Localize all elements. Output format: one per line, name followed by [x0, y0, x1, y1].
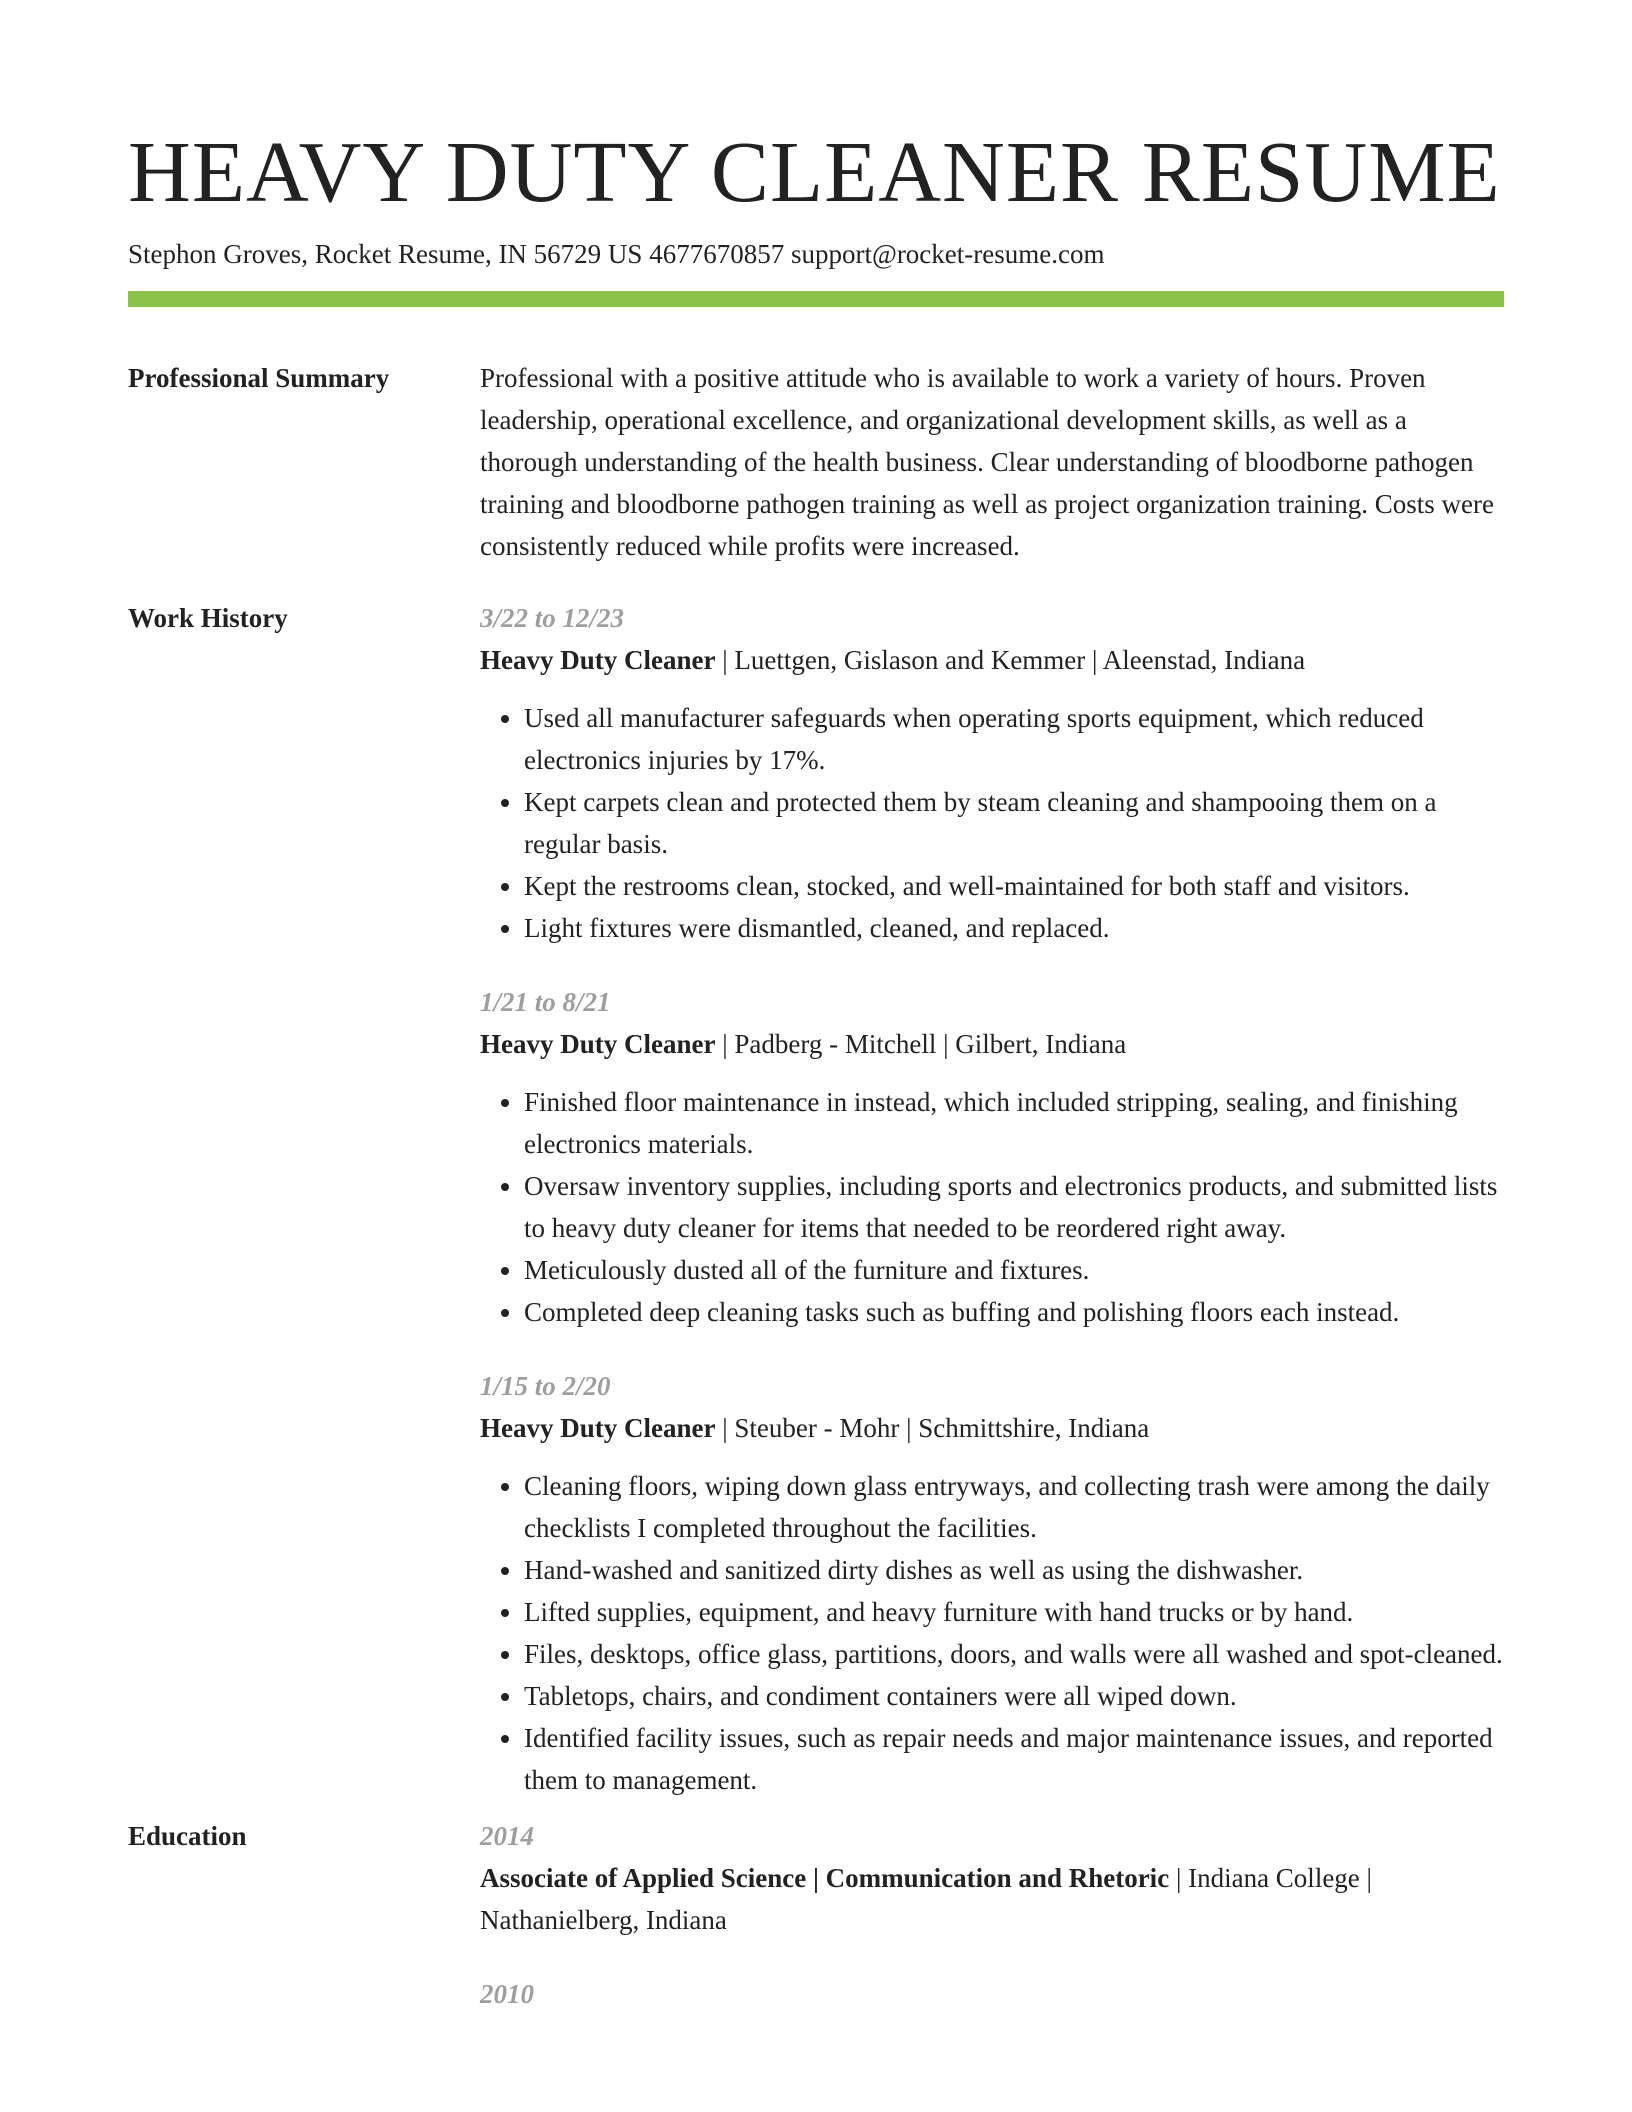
section-label-work-history: Work History — [128, 603, 288, 633]
job-heading — [480, 639, 1504, 681]
education-year: 2014 — [480, 1821, 534, 1851]
job-title: Heavy Duty Cleaner — [480, 1029, 716, 1059]
accent-rule — [128, 291, 1504, 307]
section-label-summary: Professional Summary — [128, 363, 390, 393]
education-heading — [480, 1857, 1504, 1941]
education-year: 2010 — [480, 1979, 534, 2009]
summary-section — [128, 357, 1504, 567]
job-dates: 1/15 to 2/20 — [480, 1371, 611, 1401]
job-heading — [480, 1023, 1504, 1065]
work-history-section — [128, 597, 1504, 1801]
job-bullet: • Lifted supplies, equipment, and heavy furniture with hand trucks or by hand. — [524, 1591, 1504, 1633]
job-bullet: • Kept carpets clean and protected them by steam cleaning and shampooing them on a regular basis. — [524, 781, 1504, 865]
job-bullet: • Completed deep cleaning tasks such as buffing and polishing floors each instead. — [524, 1291, 1504, 1333]
education-entry — [480, 1973, 1504, 2015]
education-section — [128, 1815, 1504, 2015]
job-bullet: • Light fixtures were dismantled, cleaned, and replaced. — [524, 907, 1504, 949]
job-title: Heavy Duty Cleaner — [480, 645, 716, 675]
education-entry — [480, 1815, 1504, 1941]
resume-title: HEAVY DUTY CLEANER RESUME — [128, 123, 1501, 220]
job-details: | Padberg - Mitchell | Gilbert, Indiana — [715, 1029, 1127, 1059]
job-entry — [480, 1365, 1504, 1801]
job-bullets — [480, 697, 1504, 949]
summary-text: Professional with a positive attitude who is available to work a variety of hours. Proven leadership, operational excellence, and organizational development skills, as well as a thorough understanding of the health business. Clear understanding of bloodborne pathogen training and bloodborne pathogen training as well as project organization training. Costs were consistently reduced while profits were increased. — [480, 363, 1494, 561]
job-bullets — [480, 1081, 1504, 1333]
job-bullet: • Hand-washed and sanitized dirty dishes as well as using the dishwasher. — [524, 1549, 1504, 1591]
section-label-education: Education — [128, 1821, 247, 1851]
job-bullet: • Identified facility issues, such as repair needs and major maintenance issues, and reported them to management. — [524, 1717, 1504, 1801]
job-details: | Steuber - Mohr | Schmittshire, Indiana — [715, 1413, 1150, 1443]
job-bullet: • Cleaning floors, wiping down glass entryways, and collecting trash were among the daily checklists I completed throughout the facilities. — [524, 1465, 1504, 1549]
job-bullet: • Used all manufacturer safeguards when operating sports equipment, which reduced electronics injuries by 17%. — [524, 697, 1504, 781]
job-bullet: • Finished floor maintenance in instead, which included stripping, sealing, and finishing electronics materials. — [524, 1081, 1504, 1165]
education-degree: Associate of Applied Science | Communication and Rhetoric — [480, 1863, 1170, 1893]
job-entry — [480, 597, 1504, 949]
job-bullet: • Files, desktops, office glass, partitions, doors, and walls were all washed and spot-cleaned. — [524, 1633, 1504, 1675]
job-dates: 3/22 to 12/23 — [480, 603, 625, 633]
work-history-list — [480, 597, 1504, 1801]
job-bullets — [480, 1465, 1504, 1801]
job-bullet: • Kept the restrooms clean, stocked, and well-maintained for both staff and visitors. — [524, 865, 1504, 907]
job-bullet: • Oversaw inventory supplies, including sports and electronics products, and submitted lists to heavy duty cleaner for items that needed to be reordered right away. — [524, 1165, 1504, 1249]
job-dates: 1/21 to 8/21 — [480, 987, 611, 1017]
education-list — [480, 1815, 1504, 2015]
resume-page — [128, 0, 1504, 2015]
job-bullet: • Meticulously dusted all of the furniture and fixtures. — [524, 1249, 1504, 1291]
job-heading — [480, 1407, 1504, 1449]
education-details: | Indiana College | Nathanielberg, Indiana — [480, 1863, 1372, 1935]
job-title: Heavy Duty Cleaner — [480, 1413, 716, 1443]
contact-line: Stephon Groves, Rocket Resume, IN 56729 US 4677670857 support@rocket-resume.com — [128, 239, 1105, 269]
job-bullet: • Tabletops, chairs, and condiment containers were all wiped down. — [524, 1675, 1504, 1717]
job-entry — [480, 981, 1504, 1333]
job-details: | Luettgen, Gislason and Kemmer | Aleenstad, Indiana — [715, 645, 1306, 675]
